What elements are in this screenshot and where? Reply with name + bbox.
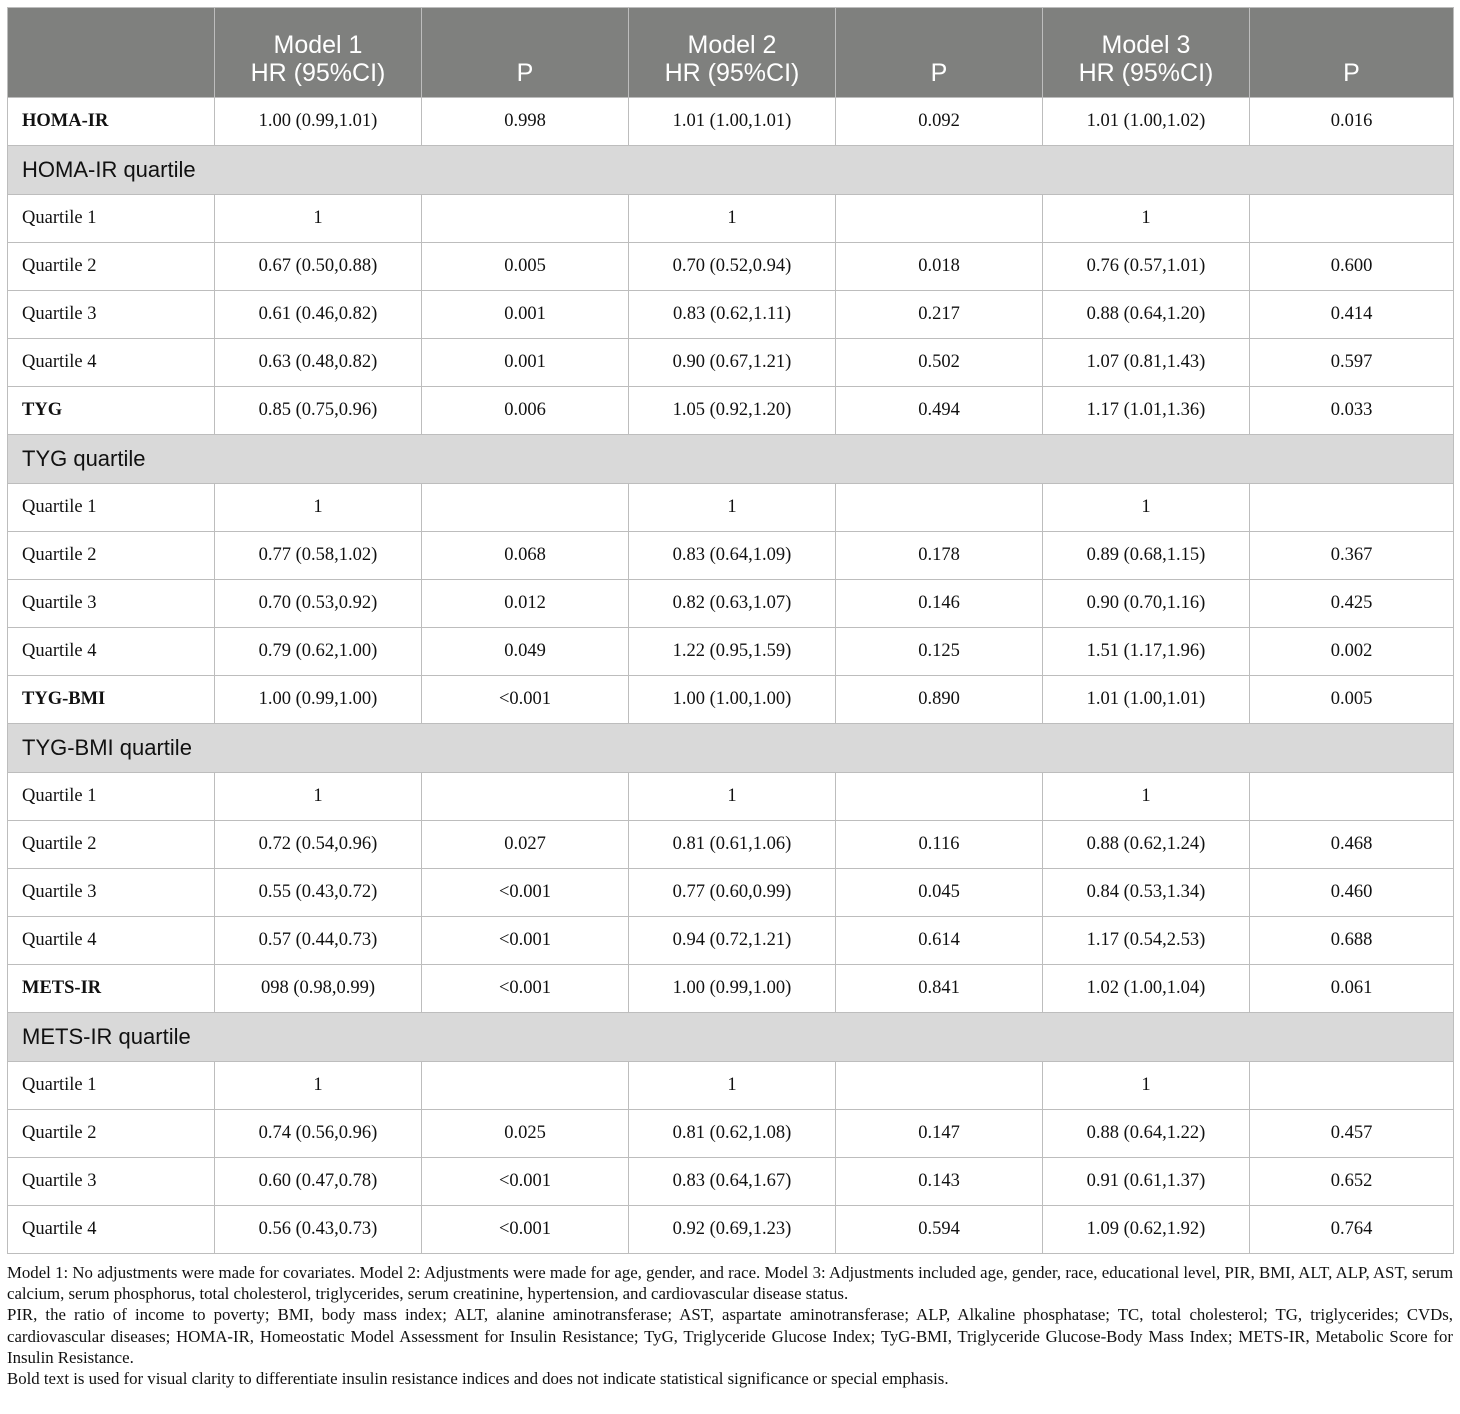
hr-cell: 0.77 (0.58,1.02)	[215, 532, 422, 580]
row-label: Quartile 2	[8, 1110, 215, 1158]
hr-cell: 1	[215, 484, 422, 532]
table-row	[8, 869, 1454, 917]
hr-cell: 0.82 (0.63,1.07)	[629, 580, 836, 628]
row-label: Quartile 3	[8, 291, 215, 339]
hr-cell: 0.67 (0.50,0.88)	[215, 243, 422, 291]
hr-cell: 1	[215, 773, 422, 821]
p-value-cell	[422, 1062, 629, 1110]
hr-cell: 0.81 (0.61,1.06)	[629, 821, 836, 869]
results-table-container	[7, 7, 1453, 1254]
row-label: TYG-BMI	[8, 676, 215, 724]
p-value-cell: 0.688	[1250, 917, 1454, 965]
table-row	[8, 532, 1454, 580]
table-row	[8, 1062, 1454, 1110]
hr-cell: 0.88 (0.64,1.22)	[1043, 1110, 1250, 1158]
p-value-cell	[836, 1062, 1043, 1110]
hr-cell: 0.57 (0.44,0.73)	[215, 917, 422, 965]
p-value-cell: 0.001	[422, 339, 629, 387]
hr-cell: 0.74 (0.56,0.96)	[215, 1110, 422, 1158]
p-value-cell	[422, 773, 629, 821]
p-value-cell: 0.025	[422, 1110, 629, 1158]
hr-cell: 0.61 (0.46,0.82)	[215, 291, 422, 339]
table-row	[8, 243, 1454, 291]
table-header	[8, 8, 1454, 98]
p-value-cell: 0.217	[836, 291, 1043, 339]
row-label: Quartile 2	[8, 243, 215, 291]
hr-cell: 1.00 (0.99,1.00)	[215, 676, 422, 724]
header-cell-model3-p: P	[1250, 8, 1454, 98]
hr-cell: 0.94 (0.72,1.21)	[629, 917, 836, 965]
p-value-cell: 0.178	[836, 532, 1043, 580]
hr-cell: 1.22 (0.95,1.59)	[629, 628, 836, 676]
p-value-cell: <0.001	[422, 917, 629, 965]
table-row	[8, 1158, 1454, 1206]
p-value-cell: 0.600	[1250, 243, 1454, 291]
p-value-cell: 0.005	[422, 243, 629, 291]
p-value-cell: 0.033	[1250, 387, 1454, 435]
row-label: Quartile 4	[8, 917, 215, 965]
p-value-cell: <0.001	[422, 676, 629, 724]
hr-cell: 1	[629, 484, 836, 532]
header-cell-model2-p: P	[836, 8, 1043, 98]
table-row	[8, 1206, 1454, 1254]
hr-cell: 0.70 (0.52,0.94)	[629, 243, 836, 291]
table-body	[8, 98, 1454, 1254]
table-row	[8, 821, 1454, 869]
p-value-cell: <0.001	[422, 1206, 629, 1254]
hr-cell: 1.05 (0.92,1.20)	[629, 387, 836, 435]
hr-cell: 1.00 (1.00,1.00)	[629, 676, 836, 724]
p-value-cell: 0.006	[422, 387, 629, 435]
p-value-cell: <0.001	[422, 965, 629, 1013]
table-row	[8, 628, 1454, 676]
table-row	[8, 965, 1454, 1013]
table-row	[8, 580, 1454, 628]
hr-cell: 1.01 (1.00,1.01)	[1043, 676, 1250, 724]
p-value-cell: 0.143	[836, 1158, 1043, 1206]
footnote-models: Model 1: No adjustments were made for covariates. Model 2: Adjustments were made for age, gender, and race. Model 3: Adjustments included age, gender, race, educational level, PIR, BMI, ALT, ALP, AST, serum calcium, serum phosphorus, total cholesterol, triglycerides, serum creatinine, hypertension, and cardiovascular disease status.	[7, 1263, 1453, 1304]
p-value-cell: 0.414	[1250, 291, 1454, 339]
row-label: Quartile 3	[8, 869, 215, 917]
footnote-bold-note: Bold text is used for visual clarity to differentiate insulin resistance indices and does not indicate statistical significance or special emphasis.	[7, 1369, 949, 1389]
section-row	[8, 146, 1454, 195]
p-value-cell: 0.061	[1250, 965, 1454, 1013]
hr-cell: 0.60 (0.47,0.78)	[215, 1158, 422, 1206]
p-value-cell: 0.597	[1250, 339, 1454, 387]
p-value-cell: 0.146	[836, 580, 1043, 628]
header-cell-model3-hr: Model 3 HR (95%CI)	[1043, 8, 1250, 98]
section-row	[8, 435, 1454, 484]
hr-cell: 1.00 (0.99,1.00)	[629, 965, 836, 1013]
p-value-cell: 0.890	[836, 676, 1043, 724]
hr-cell: 0.83 (0.62,1.11)	[629, 291, 836, 339]
footnote-abbreviations: PIR, the ratio of income to poverty; BMI, body mass index; ALT, alanine aminotransferase; AST, aspartate aminotransferase; ALP, Alkaline phosphatase; TC, total cholesterol; TG, triglycerides; CVDs, cardiovascular diseases; HOMA-IR, Homeostatic Model Assessment for Insulin Resistance; TyG, Triglyceride Glucose Index; TyG-BMI, Triglyceride Glucose-Body Mass Index; METS-IR, Metabolic Score for Insulin Resistance.	[7, 1305, 1453, 1367]
header-cell-model2-hr: Model 2 HR (95%CI)	[629, 8, 836, 98]
hr-cell: 1	[215, 1062, 422, 1110]
row-label: Quartile 1	[8, 484, 215, 532]
p-value-cell: 0.367	[1250, 532, 1454, 580]
hr-cell: 0.85 (0.75,0.96)	[215, 387, 422, 435]
p-value-cell	[836, 484, 1043, 532]
hr-cell: 1.02 (1.00,1.04)	[1043, 965, 1250, 1013]
hr-cell: 0.90 (0.67,1.21)	[629, 339, 836, 387]
hr-cell: 0.55 (0.43,0.72)	[215, 869, 422, 917]
row-label: Quartile 1	[8, 1062, 215, 1110]
hr-cell: 0.70 (0.53,0.92)	[215, 580, 422, 628]
hr-cell: 1.09 (0.62,1.92)	[1043, 1206, 1250, 1254]
p-value-cell	[1250, 1062, 1454, 1110]
hr-cell: 1.00 (0.99,1.01)	[215, 98, 422, 146]
table-row	[8, 195, 1454, 243]
hr-cell: 1.17 (0.54,2.53)	[1043, 917, 1250, 965]
header-cell-blank	[8, 8, 215, 98]
hr-cell: 0.63 (0.48,0.82)	[215, 339, 422, 387]
table-row	[8, 387, 1454, 435]
hr-cell: 0.76 (0.57,1.01)	[1043, 243, 1250, 291]
p-value-cell: <0.001	[422, 1158, 629, 1206]
p-value-cell: 0.502	[836, 339, 1043, 387]
p-value-cell: 0.116	[836, 821, 1043, 869]
results-table	[7, 7, 1454, 1254]
hr-cell: 1	[1043, 773, 1250, 821]
hr-cell: 0.88 (0.62,1.24)	[1043, 821, 1250, 869]
p-value-cell: 0.998	[422, 98, 629, 146]
p-value-cell: 0.614	[836, 917, 1043, 965]
p-value-cell: 0.012	[422, 580, 629, 628]
hr-cell: 0.79 (0.62,1.00)	[215, 628, 422, 676]
hr-cell: 1	[629, 773, 836, 821]
p-value-cell	[836, 195, 1043, 243]
p-value-cell	[836, 773, 1043, 821]
row-label: Quartile 4	[8, 628, 215, 676]
row-label: Quartile 4	[8, 1206, 215, 1254]
p-value-cell: 0.764	[1250, 1206, 1454, 1254]
hr-cell: 098 (0.98,0.99)	[215, 965, 422, 1013]
hr-cell: 1	[215, 195, 422, 243]
p-value-cell: <0.001	[422, 869, 629, 917]
p-value-cell: 0.468	[1250, 821, 1454, 869]
table-row	[8, 484, 1454, 532]
hr-cell: 0.90 (0.70,1.16)	[1043, 580, 1250, 628]
p-value-cell: 0.049	[422, 628, 629, 676]
header-cell-model1-p: P	[422, 8, 629, 98]
p-value-cell: 0.457	[1250, 1110, 1454, 1158]
p-value-cell: 0.016	[1250, 98, 1454, 146]
hr-cell: 0.89 (0.68,1.15)	[1043, 532, 1250, 580]
table-footnotes	[7, 1262, 1453, 1389]
p-value-cell: 0.001	[422, 291, 629, 339]
hr-cell: 1	[1043, 484, 1250, 532]
hr-cell: 0.83 (0.64,1.67)	[629, 1158, 836, 1206]
row-label: METS-IR	[8, 965, 215, 1013]
row-label: Quartile 2	[8, 821, 215, 869]
p-value-cell: 0.147	[836, 1110, 1043, 1158]
hr-cell: 1.01 (1.00,1.02)	[1043, 98, 1250, 146]
p-value-cell	[422, 195, 629, 243]
p-value-cell: 0.594	[836, 1206, 1043, 1254]
row-label: Quartile 2	[8, 532, 215, 580]
hr-cell: 0.81 (0.62,1.08)	[629, 1110, 836, 1158]
row-label: HOMA-IR	[8, 98, 215, 146]
row-label: Quartile 1	[8, 195, 215, 243]
section-row	[8, 1013, 1454, 1062]
hr-cell: 1	[1043, 1062, 1250, 1110]
row-label: Quartile 3	[8, 1158, 215, 1206]
header-row	[8, 8, 1454, 98]
hr-cell: 1.51 (1.17,1.96)	[1043, 628, 1250, 676]
p-value-cell: 0.002	[1250, 628, 1454, 676]
table-row	[8, 291, 1454, 339]
header-cell-model1-hr: Model 1 HR (95%CI)	[215, 8, 422, 98]
hr-cell: 1	[629, 1062, 836, 1110]
hr-cell: 1	[1043, 195, 1250, 243]
table-row	[8, 98, 1454, 146]
p-value-cell: 0.092	[836, 98, 1043, 146]
p-value-cell: 0.425	[1250, 580, 1454, 628]
hr-cell: 0.83 (0.64,1.09)	[629, 532, 836, 580]
hr-cell: 0.84 (0.53,1.34)	[1043, 869, 1250, 917]
table-row	[8, 1110, 1454, 1158]
p-value-cell: 0.841	[836, 965, 1043, 1013]
hr-cell: 1.07 (0.81,1.43)	[1043, 339, 1250, 387]
p-value-cell: 0.494	[836, 387, 1043, 435]
table-row	[8, 773, 1454, 821]
p-value-cell: 0.018	[836, 243, 1043, 291]
section-label: METS-IR quartile	[8, 1013, 1454, 1062]
hr-cell: 0.77 (0.60,0.99)	[629, 869, 836, 917]
p-value-cell: 0.027	[422, 821, 629, 869]
p-value-cell: 0.068	[422, 532, 629, 580]
section-label: HOMA-IR quartile	[8, 146, 1454, 195]
p-value-cell: 0.652	[1250, 1158, 1454, 1206]
section-label: TYG quartile	[8, 435, 1454, 484]
hr-cell: 0.88 (0.64,1.20)	[1043, 291, 1250, 339]
hr-cell: 1.01 (1.00,1.01)	[629, 98, 836, 146]
row-label: Quartile 3	[8, 580, 215, 628]
hr-cell: 0.92 (0.69,1.23)	[629, 1206, 836, 1254]
row-label: Quartile 4	[8, 339, 215, 387]
p-value-cell: 0.460	[1250, 869, 1454, 917]
table-row	[8, 917, 1454, 965]
table-row	[8, 676, 1454, 724]
section-row	[8, 724, 1454, 773]
p-value-cell	[1250, 484, 1454, 532]
table-row	[8, 339, 1454, 387]
p-value-cell	[1250, 195, 1454, 243]
section-label: TYG-BMI quartile	[8, 724, 1454, 773]
hr-cell: 0.56 (0.43,0.73)	[215, 1206, 422, 1254]
hr-cell: 0.91 (0.61,1.37)	[1043, 1158, 1250, 1206]
hr-cell: 1.17 (1.01,1.36)	[1043, 387, 1250, 435]
row-label: Quartile 1	[8, 773, 215, 821]
hr-cell: 0.72 (0.54,0.96)	[215, 821, 422, 869]
p-value-cell: 0.005	[1250, 676, 1454, 724]
hr-cell: 1	[629, 195, 836, 243]
p-value-cell	[1250, 773, 1454, 821]
row-label: TYG	[8, 387, 215, 435]
p-value-cell: 0.045	[836, 869, 1043, 917]
p-value-cell	[422, 484, 629, 532]
p-value-cell: 0.125	[836, 628, 1043, 676]
